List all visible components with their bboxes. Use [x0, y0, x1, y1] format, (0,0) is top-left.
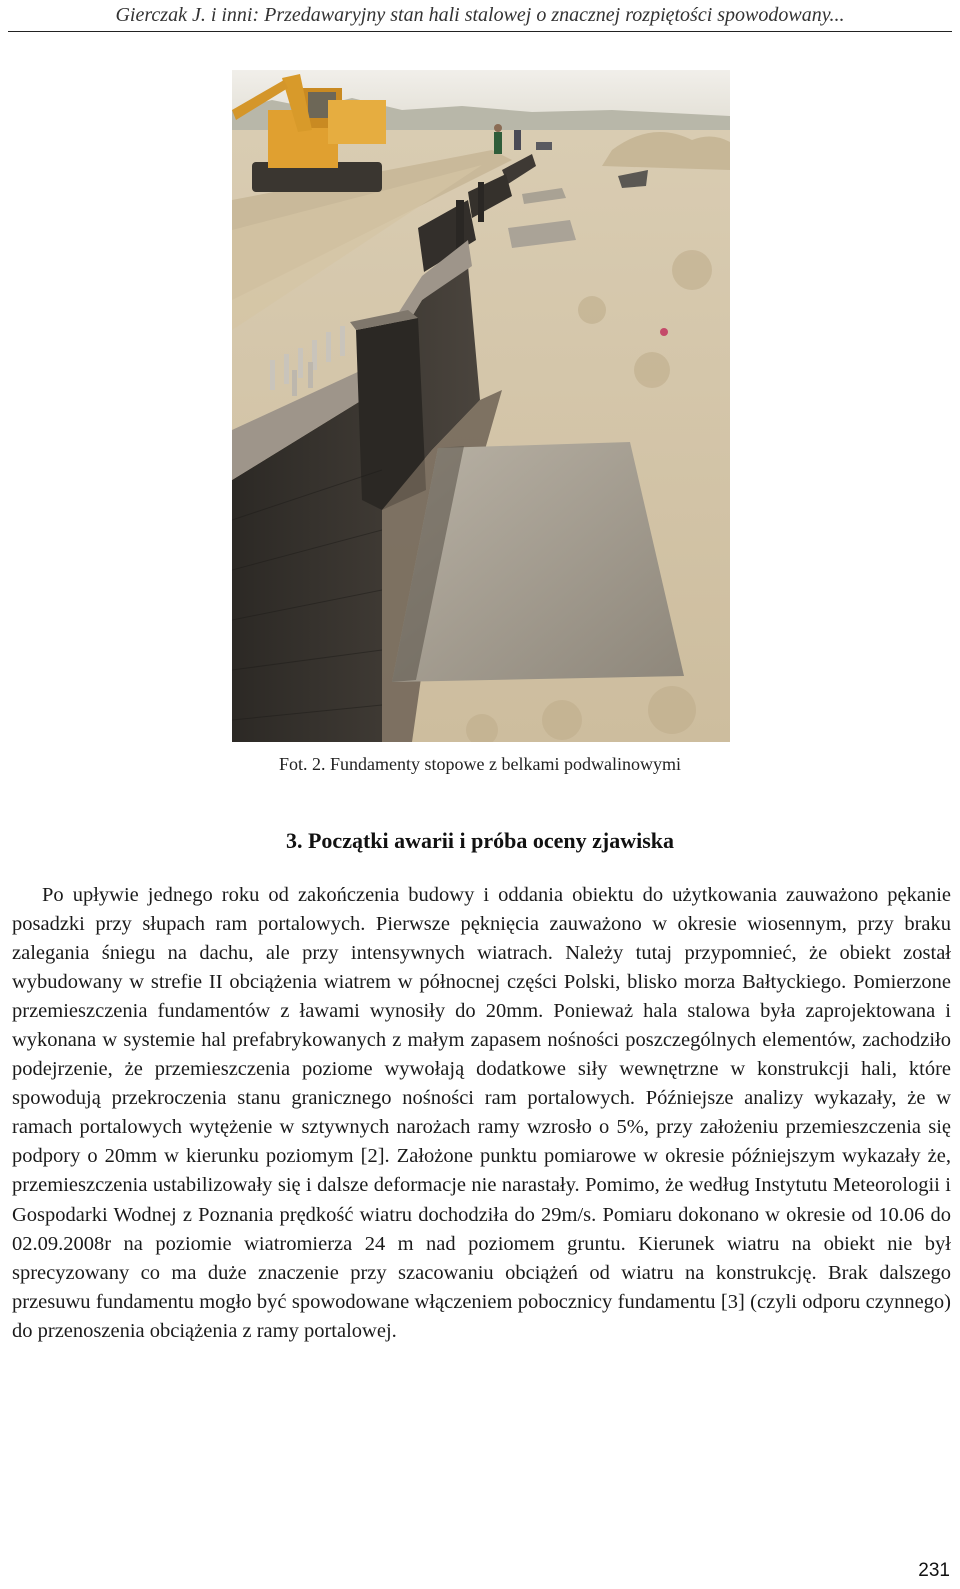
page-number: 231: [918, 1560, 950, 1581]
body-paragraph: Po upływie jednego roku od zakończenia budowy i oddania obiektu do użytkowania zauważono pękanie posadzki przy słupach ram portalowych. Pierwsze pęknięcia zauważono w okresie wiosennym, przy braku zalegania śniegu na dachu, ale przy intensywnych wiatrach. Należy tutaj przypomnieć, że obiekt został wybudowany w strefie II obciążenia wiatrem w północnej części Polski, blisko morza Bałtyckiego. Pomierzone przemieszczenia fundamentów z ławami wynosiły do 20mm. Ponieważ hala stalowa była zaprojektowana i wykonana w systemie hal prefabrykowanych z małym zapasem nośności poszczególnych elementów, zachodziło podejrzenie, że przemieszczenia poziome wywołają dodatkowe siły wewnętrzne w konstrukcji hali, które spowodują przekroczenia stanu granicznego nośności ram portalowych. Późniejsze analizy wykazały, że w ramach portalowych wytężenie w sztywnych narożach ramy wzrosło o 5%, przy założeniu przemieszczenia się podpory o 20mm w kierunku poziomym [2]. Założone punktu pomiarowe w okresie późniejszym wykazały że, przemieszczenia ustabilizowały się i dalsze deformacje nie narastały. Pomimo, że według Instytutu Meteorologii i Gospodarki Wodnej z Poznania prędkość wiatru dochodziła do 29m/s. Pomiaru dokonano w okresie od 10.06 do 02.09.2008r na poziomie wiatromierza 24 m nad poziomem gruntu. Kierunek wiatru na obiekt nie był sprecyzowany co ma duże znaczenie przy szacowaniu obciążeń od wiatru na konstrukcję. Brak dalszego przesuwu fundamentu mogło być spowodowane włączeniem pobocznicy fundamentu [3] (czyli odporu czynnego) do przenoszenia obciążenia z ramy portalowej.: [12, 884, 951, 1342]
debris: [660, 328, 668, 336]
construction-site-photo: [232, 70, 730, 742]
running-header: Gierczak J. i inni: Przedawaryjny stan hali stalowej o znacznej rozpiętości spowodowany...: [115, 4, 845, 26]
section-heading: 3. Początki awarii i próba oceny zjawiska: [285, 828, 675, 853]
figure-caption: Fot. 2. Fundamenty stopowe z belkami podwalinowymi: [279, 754, 681, 774]
header-divider: [8, 31, 952, 32]
